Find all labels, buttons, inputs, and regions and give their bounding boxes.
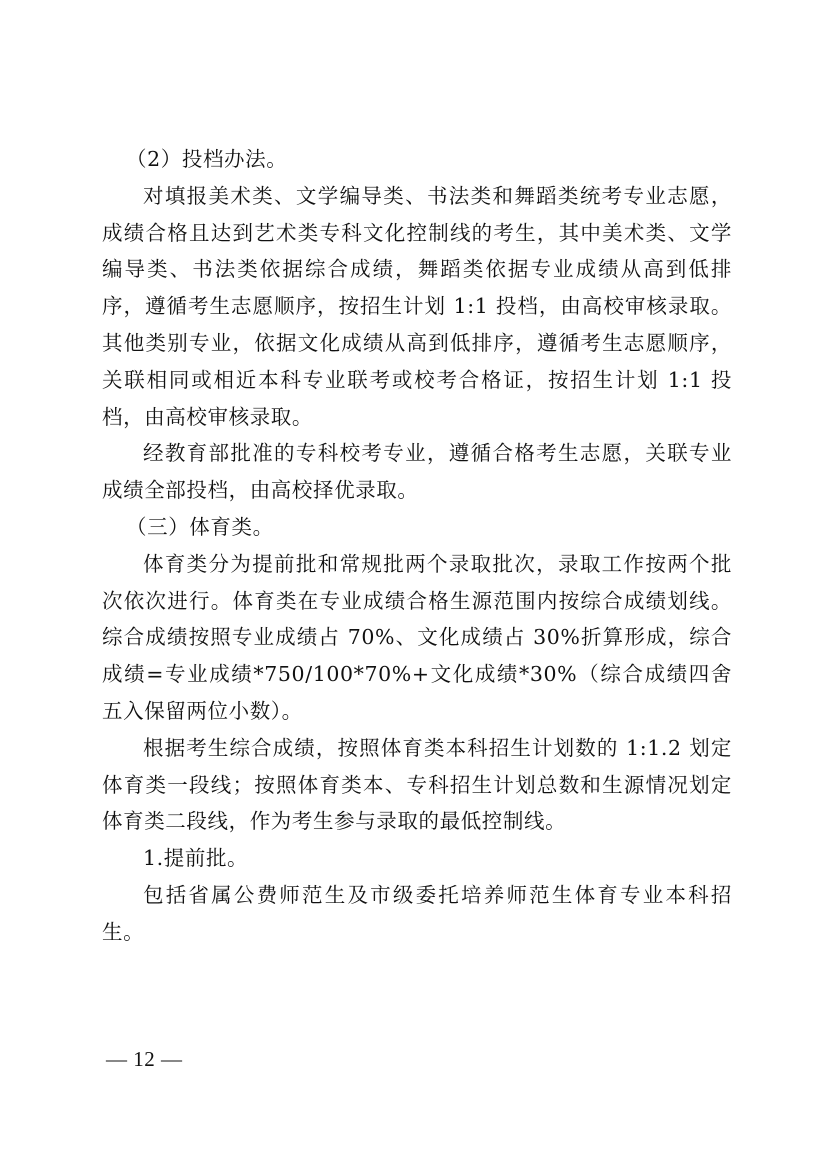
paragraph-art-submission: 对填报美术类、文学编导类、书法类和舞蹈类统考专业志愿，成绩合格且达到艺术类专科文化控制线的考生，其中美术类、文学编导类、书法类依据综合成绩，舞蹈类依据专业成绩从高到低排序，遵循考生志愿顺序，按招生计划 1:1 投档，由高校审核录取。其他类别专业，依据文化成绩从高到低排序，遵循考生志愿顺序，关联相同或相近本科专业联考或校考合格证，按招生计划 1:1 投档，由高校审核录取。 xyxy=(102,183,732,429)
subheading-submission-method: （2）投档办法。 xyxy=(126,147,288,171)
subheading-early-batch: 1.提前批。 xyxy=(143,846,249,871)
page-body xyxy=(102,141,732,951)
paragraph-sports-batches: 体育类分为提前批和常规批两个录取批次，录取工作按两个批次依次进行。体育类在专业成绩合格生源范围内按综合成绩划线。综合成绩按照专业成绩占 70%、文化成绩占 30%折算形成，综合成绩=专业成绩*750/100*70%+文化成绩*30%（综合成绩四舍五入保留两位小数）。 xyxy=(102,551,732,723)
page-number: — 12 — xyxy=(106,1047,183,1071)
paragraph-early-batch: 包括省属公费师范生及市级委托培养师范生体育专业本科招生。 xyxy=(102,882,732,944)
paragraph-sports-lines: 根据考生综合成绩，按照体育类本科招生计划数的 1:1.2 划定体育类一段线；按照体育类本、专科招生计划总数和生源情况划定体育类二段线，作为考生参与录取的最低控制线。 xyxy=(102,735,732,834)
paragraph-school-exam: 经教育部批准的专科校考专业，遵循合格考生志愿，关联专业成绩全部投档，由高校择优录取。 xyxy=(102,441,732,503)
section-heading-sports: （三）体育类。 xyxy=(126,514,274,539)
